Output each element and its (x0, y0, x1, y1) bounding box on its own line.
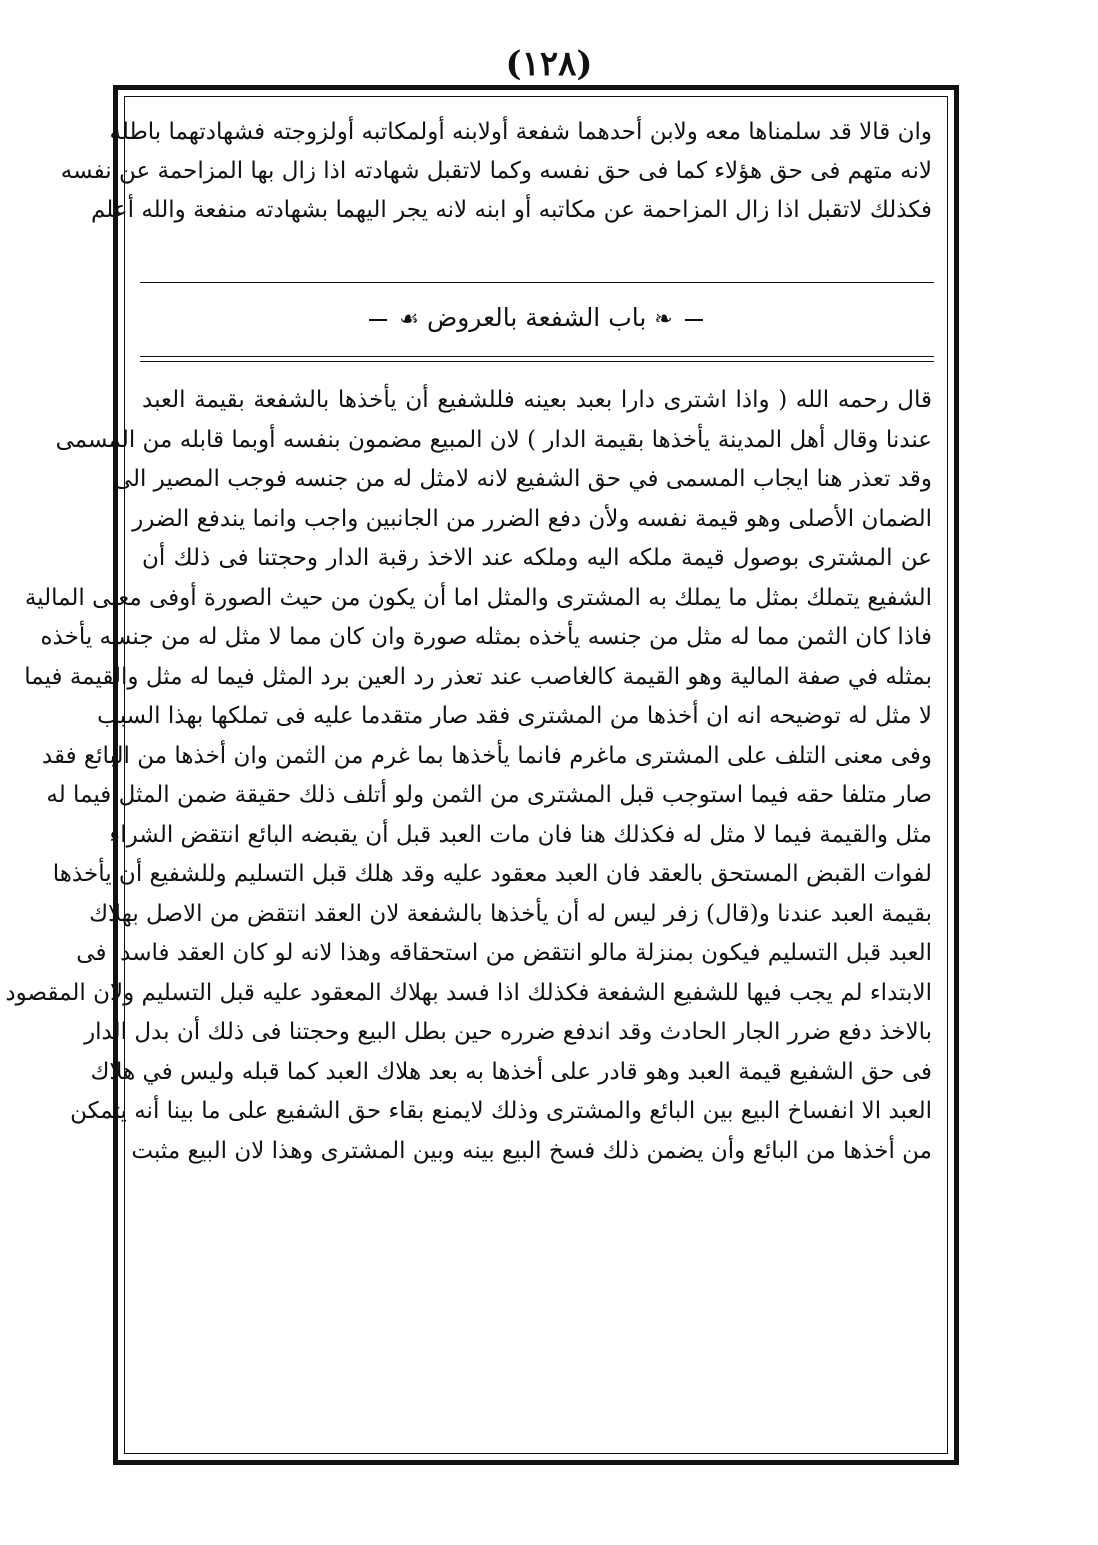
text-line: لا مثل له توضيحه انه ان أخذها من المشترى فقد صار متقدما عليه فى تملكها بهذا السبب (97, 703, 932, 729)
divider-double-bottom (140, 361, 934, 362)
text-line: عندنا وقال أهل المدينة يأخذها بقيمة الدار ) لان المبيع مضمون بنفسه أوبما قابله من المسمى (55, 426, 932, 453)
text-line: لفوات القبض المستحق بالعقد فان العبد معقود عليه وقد هلك قبل التسليم وللشفيع أن يأخذها (52, 861, 932, 887)
text-line: قال رحمه الله ( واذا اشترى دارا بعبد بعينه فللشفيع أن يأخذها بالشفعة بقيمة العبد (142, 387, 932, 413)
text-line: بمثله في صفة المالية وهو القيمة كالغاصب عند تعذر رد العين برد المثل فيما له مثل والقيمة فيما (24, 663, 932, 690)
text-line: فاذا كان الثمن مما له مثل من جنسه يأخذه بمثله صورة وان كان مما لا مثل له من جنسه يأخذه (40, 624, 932, 650)
fleuron-right-icon: ❧ (654, 307, 673, 332)
divider-double-top (140, 356, 934, 357)
body-paragraph (5, 381, 932, 1171)
dash-ornament (685, 319, 703, 321)
section-title: باب الشفعة بالعروض (426, 303, 647, 332)
text-line: العبد قبل التسليم فيكون بمنزلة مالو انتقض من استحقاقه وهذا لانه لو كان العقد فاسدا فى (76, 940, 932, 966)
text-line: صار متلفا حقه فيما استوجب قبل المشترى من الثمن ولو أتلف ذلك حقيقة ضمن المثل فيما له (46, 782, 932, 808)
text-line: من أخذها من البائع وأن يضمن ذلك فسخ البيع بينه وبين المشترى وهذا لان البيع مثبت (131, 1137, 932, 1164)
text-line: وفى معنى التلف على المشترى ماغرم فانما يأخذها بما غرم من الثمن وان أخذها من البائع فقد (41, 742, 932, 769)
text-line: وان قالا قد سلمناها معه ولابن أحدهما شفعة أولابنه أولمكاتبه أولزوجته فشهادتهما باطلة (109, 119, 932, 145)
text-line: فكذلك لاتقبل اذا زال المزاحمة عن مكاتبه أو ابنه لانه يجر اليهما بشهادته منفعة والله أعلم (90, 197, 932, 223)
text-line: فى حق الشفيع قيمة العبد وهو قادر على أخذها به بعد هلاك العبد كما قبله وليس في هلاك (90, 1058, 932, 1085)
page-number: (١٢٨) (505, 44, 593, 84)
dash-ornament (369, 319, 387, 321)
text-line: بالاخذ دفع ضرر الجار الحادث وقد اندفع ضرره حين بطل البيع وحجتنا فى ذلك أن بدل الدار (84, 1019, 932, 1045)
text-line: بقيمة العبد عندنا و(قال) زفر ليس له أن يأخذها بالشفعة لان العقد انتقض من الاصل بهلاك (89, 900, 932, 927)
text-line: مثل والقيمة فيما لا مثل له فكذلك هنا فان مات العبد قبل أن يقبضه البائع انتقض الشراء (109, 821, 932, 848)
text-line: الشفيع يتملك بمثل ما يملك به المشترى والمثل اما أن يكون من حيث الصورة أوفى معنى المالية (24, 584, 932, 611)
fleuron-left-icon: ☙ (399, 307, 420, 332)
text-line: وقد تعذر هنا ايجاب المسمى في حق الشفيع لانه لامثل له من جنسه فوجب المصير الى (113, 466, 932, 492)
text-line: الضمان الأصلى وهو قيمة نفسه ولأن دفع الضرر من الجانبين واجب وانما يندفع الضرر (132, 505, 932, 532)
divider-top (140, 282, 934, 283)
text-line: الابتداء لم يجب فيها للشفيع الشفعة فكذلك اذا فسد بهلاك المعقود عليه قبل التسليم ولان المقصود (5, 979, 932, 1006)
section-heading (124, 303, 948, 332)
text-line: لانه متهم فى حق هؤلاء كما فى حق نفسه وكما لاتقبل شهادته اذا زال بها المزاحمة عن نفسه (60, 158, 932, 184)
intro-paragraph (60, 113, 932, 230)
text-line: العبد الا انفساخ البيع بين البائع والمشترى وذلك لايمنع بقاء حق الشفيع على ما بينا أنه يتمكن (70, 1098, 932, 1124)
text-line: عن المشترى بوصول قيمة ملكه اليه وملكه عند الاخذ رقبة الدار وحجتنا فى ذلك أن (142, 545, 932, 571)
